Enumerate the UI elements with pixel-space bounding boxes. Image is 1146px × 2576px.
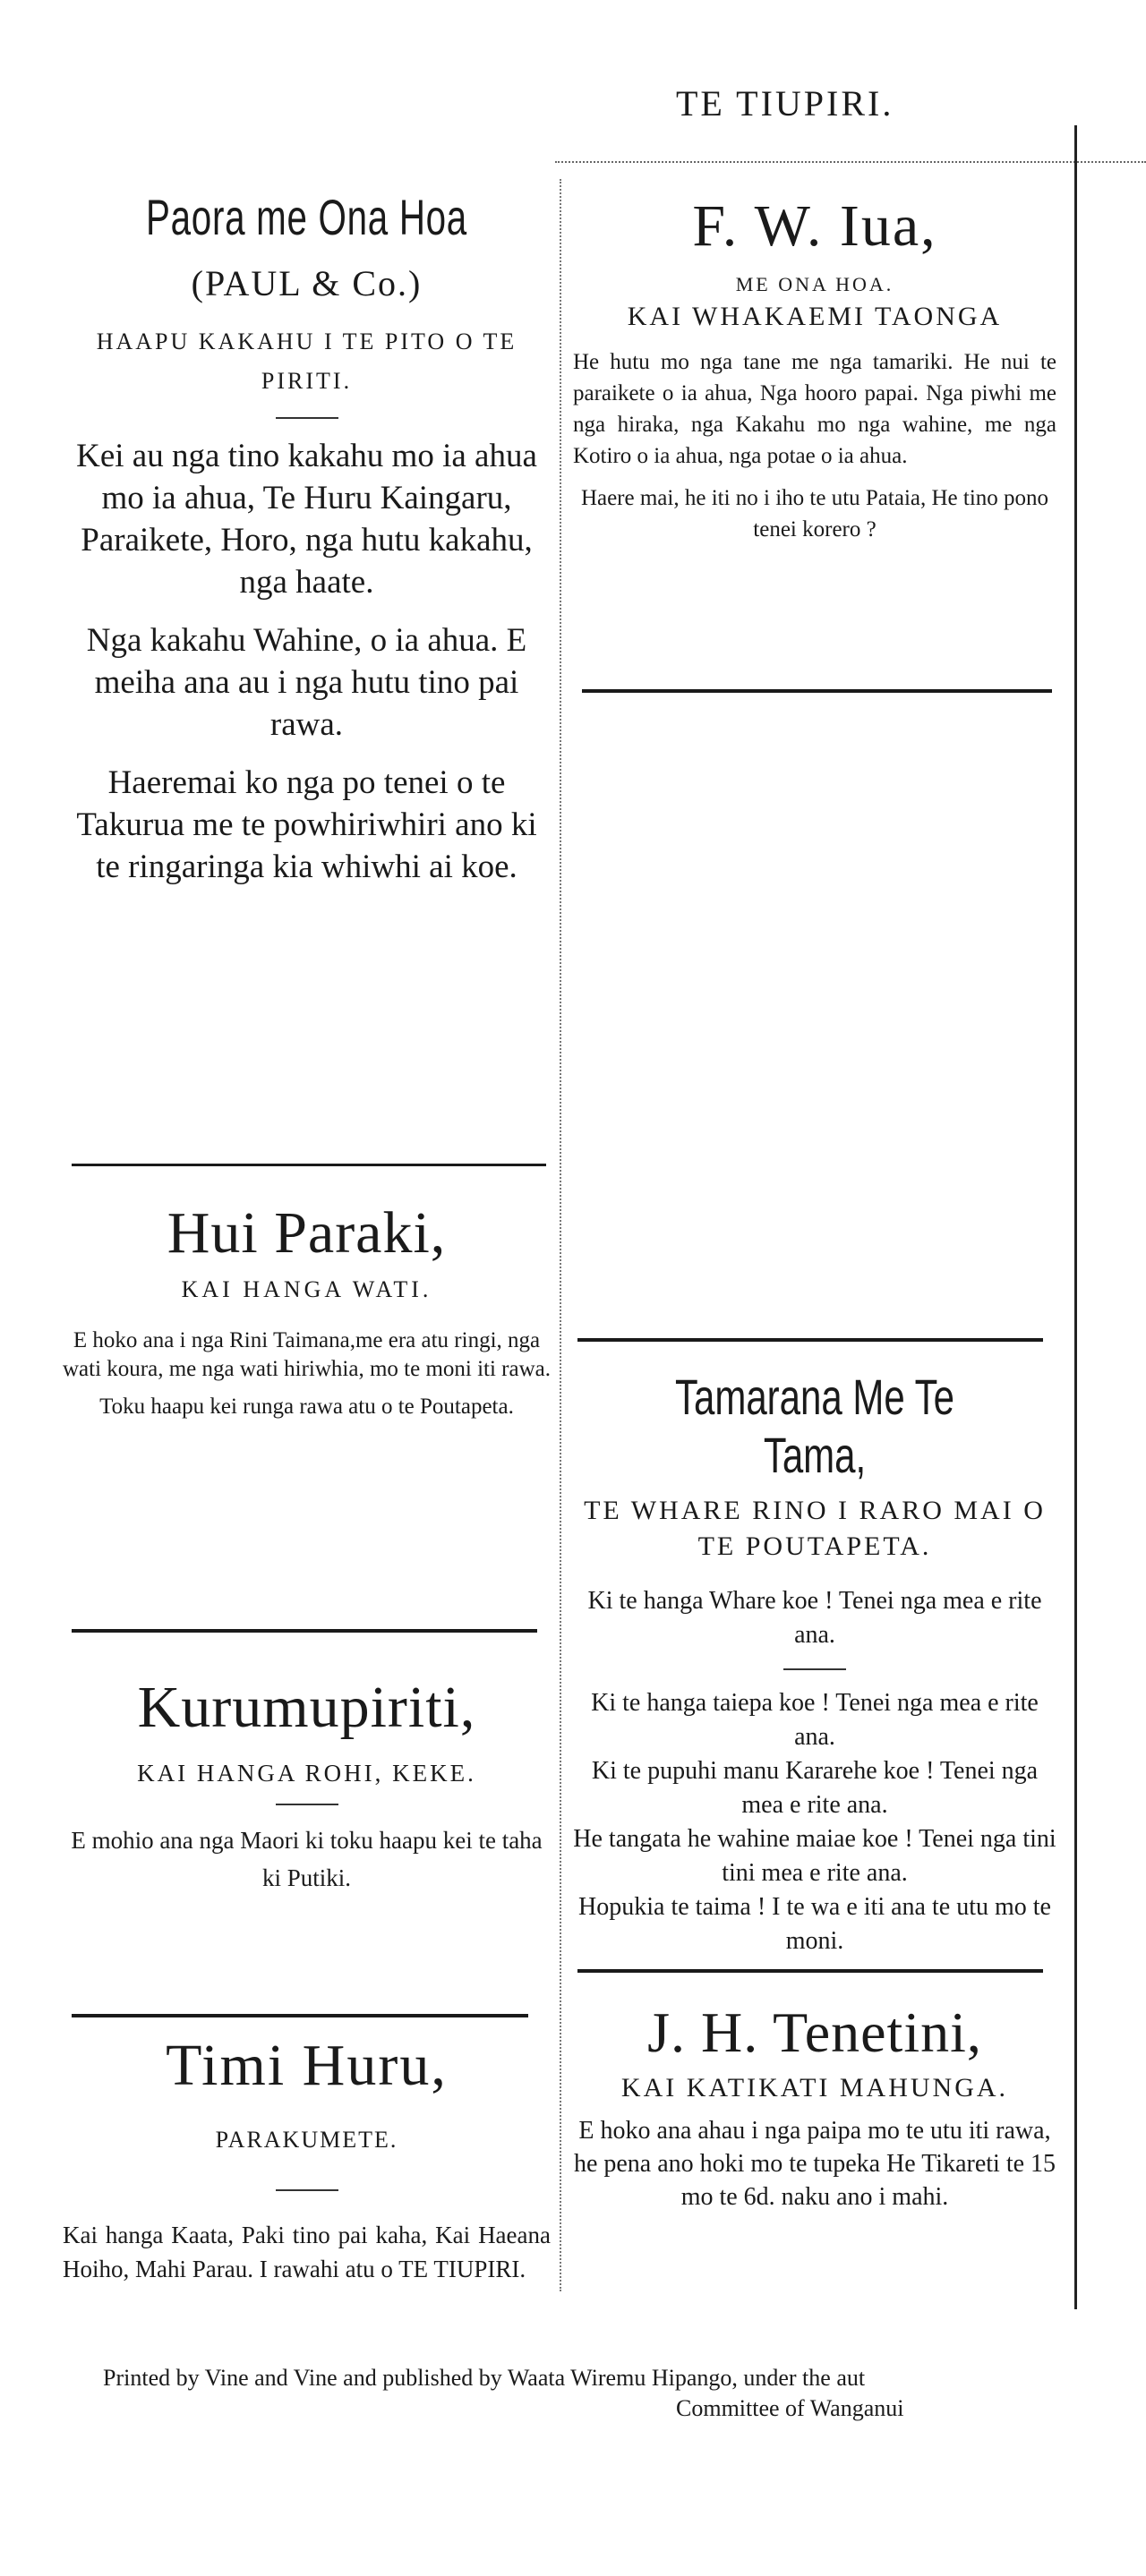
short-rule: [783, 1668, 846, 1670]
ad-title: J. H. Tenetini,: [647, 2000, 982, 2064]
ad-paragraph: Hopukia te taima ! I te wa e iti ana te utu mo te moni.: [578, 1893, 1051, 1955]
ad-paragraph: E hoko ana i nga Rini Taimana,me era atu ringi, nga wati koura, me nga wati hiriwhia, mo te moni iti rawa.: [63, 1328, 551, 1381]
ad-paragraph: He tangata he wahine maiae koe ! Tenei nga tini tini mea e rite ana.: [573, 1825, 1056, 1887]
ad-trade: HAAPU KAKAHU I TE PITO O TE PIRITI.: [96, 328, 517, 394]
ad-body: E hoko ana ahau i nga paipa mo te utu iti rawa, he pena ano hoki mo te tupeka He Tikareti te 15 mo te 6d. naku ano i mahi.: [573, 2117, 1056, 2211]
section-rule: [72, 2014, 528, 2017]
ad-subtitle: (PAUL & Co.): [191, 263, 423, 303]
ad-paragraph: Toku haapu kei runga rawa atu o te Poutapeta.: [99, 1395, 514, 1419]
ad-paragraph: Haere mai, he iti no i iho te utu Pataia, He tino pono tenei korero ?: [580, 486, 1049, 542]
ad-paragraph: Kei au nga tino kakahu mo ia ahua mo ia ahua, Te Huru Kaingaru, Paraikete, Horo, nga hutu kakahu, nga haate.: [76, 438, 537, 601]
page-edge-rule: [1074, 125, 1077, 2309]
ad-title: Hui Paraki,: [167, 1200, 447, 1266]
ad-body: E mohio ana nga Maori ki toku haapu kei te taha ki Putiki.: [71, 1827, 543, 1891]
ad-paora: [63, 188, 551, 904]
section-rule: [582, 689, 1052, 693]
ad-trade: TE WHARE RINO I RARO MAI O TE POUTAPETA.: [584, 1496, 1046, 1561]
ad-timi-huru: [63, 2032, 551, 2286]
imprint-line: Committee of Wanganui: [676, 2395, 904, 2421]
ad-paragraph: Ki te pupuhi manu Kararehe koe ! Tenei nga mea e rite ana.: [591, 1757, 1039, 1819]
short-rule: [276, 2189, 338, 2191]
short-rule: [276, 417, 338, 419]
ad-paragraph: Haeremai ko nga po tenei o te Takurua me te powhiriwhiri ano ki te ringaringa kia whiwhi ai koe.: [76, 764, 537, 885]
ad-body: [63, 435, 551, 888]
ad-paragraph: Ki te hanga taiepa koe ! Tenei nga mea e rite ana.: [591, 1689, 1039, 1751]
imprint-line: Printed by Vine and Vine and published by Waata Wiremu Hipango, under the aut: [103, 2365, 866, 2391]
ad-body: [573, 1584, 1056, 1958]
section-rule: [72, 1629, 537, 1633]
masthead: TE TIUPIRI.: [676, 83, 894, 124]
section-rule: [577, 1338, 1043, 1342]
ad-trade: KAI HANGA WATI.: [181, 1276, 432, 1302]
ad-paragraph: Ki te hanga Whare koe ! Tenei nga mea e rite ana.: [587, 1587, 1042, 1649]
ad-body: Kai hanga Kaata, Paki tino pai kaha, Kai Haeana Hoiho, Mahi Parau. I rawahi atu o TE TIUPIRI.: [63, 2222, 551, 2282]
ad-title: Tamarana Me Te Tama,: [674, 1369, 955, 1483]
ad-paragraph: Nga kakahu Wahine, o ia ahua. E meiha ana au i nga hutu tino pai rawa.: [86, 622, 527, 743]
section-rule: [577, 1969, 1043, 1973]
ad-fw-iua: [573, 192, 1056, 556]
ad-trade: KAI HANGA ROHI, KEKE.: [137, 1760, 476, 1787]
column-divider: [560, 179, 561, 2291]
ad-tenetini: [573, 1987, 1056, 2213]
ad-trade: KAI WHAKAEMI TAONGA: [627, 302, 1003, 331]
ad-trade: KAI KATIKATI MAHUNGA.: [620, 2073, 1009, 2103]
section-rule: [72, 1164, 546, 1166]
ad-title: Kurumupiriti,: [137, 1675, 476, 1740]
ad-trade: PARAKUMETE.: [215, 2127, 398, 2153]
ad-body: [63, 1326, 551, 1421]
ad-kurumupiriti: [63, 1674, 551, 1897]
ad-tamarana: [573, 1352, 1056, 1958]
masthead-rule: [555, 161, 1146, 163]
ad-paragraph: He hutu mo nga tane me nga tamariki. He nui te paraikete o ia ahua, Nga hooro papai. Nga piwhi me nga hiraka, nga Kakahu mo nga wahine, me nga Kotiro o ia ahua, nga potae o ia ahua.: [573, 350, 1056, 468]
ad-title: Paora me Ona Hoa: [146, 189, 467, 245]
ad-title: Timi Huru,: [166, 2033, 448, 2098]
ad-subtitle: ME ONA HOA.: [735, 273, 894, 295]
short-rule: [276, 1804, 338, 1805]
imprint-footer: [103, 2363, 1146, 2424]
ad-hui-paraki: [63, 1199, 551, 1430]
ad-title: F. W. Iua,: [692, 193, 937, 259]
ad-body: [573, 346, 1056, 545]
